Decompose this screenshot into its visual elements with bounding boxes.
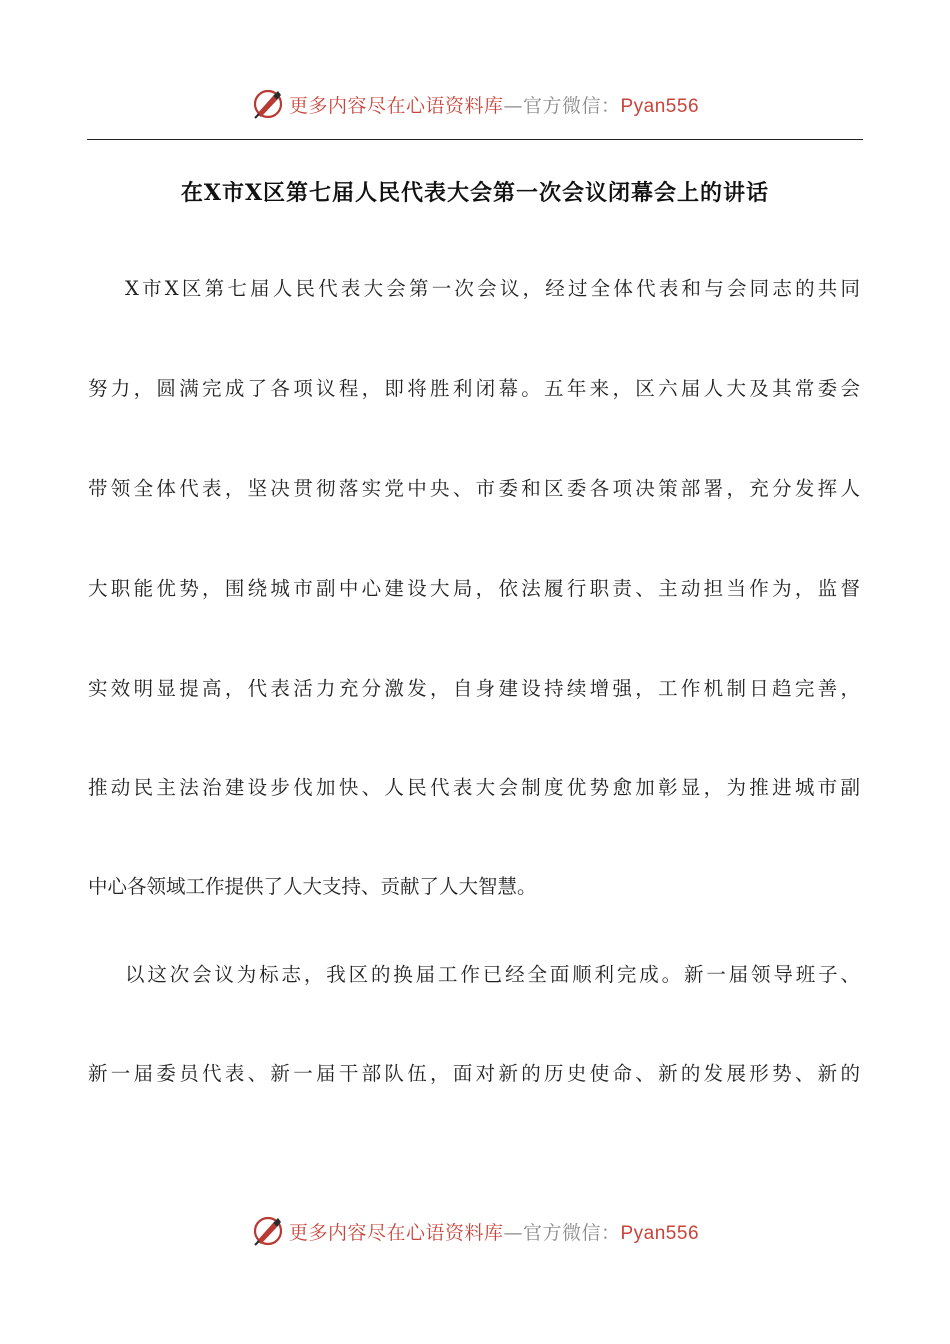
body-line: 努力，圆满完成了各项议程，即将胜利闭幕。五年来，区六届人大及其常委会 — [88, 377, 860, 400]
banner-wechat-id: Pyan556 — [620, 1222, 700, 1244]
body-line: 带领全体代表，坚决贯彻落实党中央、市委和区委各项决策部署，充分发挥人 — [88, 477, 860, 500]
body-line: 新一届委员代表、新一届干部队伍，面对新的历史使命、新的发展形势、新的 — [88, 1062, 860, 1085]
banner-main-text: 更多内容尽在心语资料库 — [288, 1221, 504, 1244]
banner-text — [289, 1218, 699, 1245]
banner-dash: — — [503, 94, 523, 117]
header-banner — [0, 82, 950, 126]
pen-logo-icon — [251, 87, 285, 121]
body-line: 以这次会议为标志，我区的换届工作已经全面顺利完成。新一届领导班子、 — [125, 963, 860, 986]
banner-wechat-label: 官方微信： — [522, 94, 621, 117]
pen-logo-icon — [251, 1214, 285, 1248]
body-line: X市X区第七届人民代表大会第一次会议，经过全体代表和与会同志的共同 — [125, 277, 860, 300]
banner-dash: — — [503, 1221, 523, 1244]
body-line: 实效明显提高，代表活力充分激发，自身建设持续增强，工作机制日趋完善， — [88, 677, 860, 700]
body-line: 推动民主法治建设步伐加快、人民代表大会制度优势愈加彰显，为推进城市副 — [88, 776, 860, 799]
banner-wechat-id: Pyan556 — [620, 95, 700, 117]
body-line: 中心各领域工作提供了人大支持、贡献了人大智慧。 — [88, 875, 537, 898]
banner-text — [289, 91, 699, 118]
banner-wechat-label: 官方微信： — [522, 1221, 621, 1244]
banner-main-text: 更多内容尽在心语资料库 — [288, 94, 504, 117]
body-line: 大职能优势，围绕城市副中心建设大局，依法履行职责、主动担当作为，监督 — [88, 577, 860, 600]
document-title: 在X市X区第七届人民代表大会第一次会议闭幕会上的讲话 — [180, 180, 770, 206]
header-divider — [87, 139, 863, 140]
footer-banner — [0, 1209, 950, 1253]
